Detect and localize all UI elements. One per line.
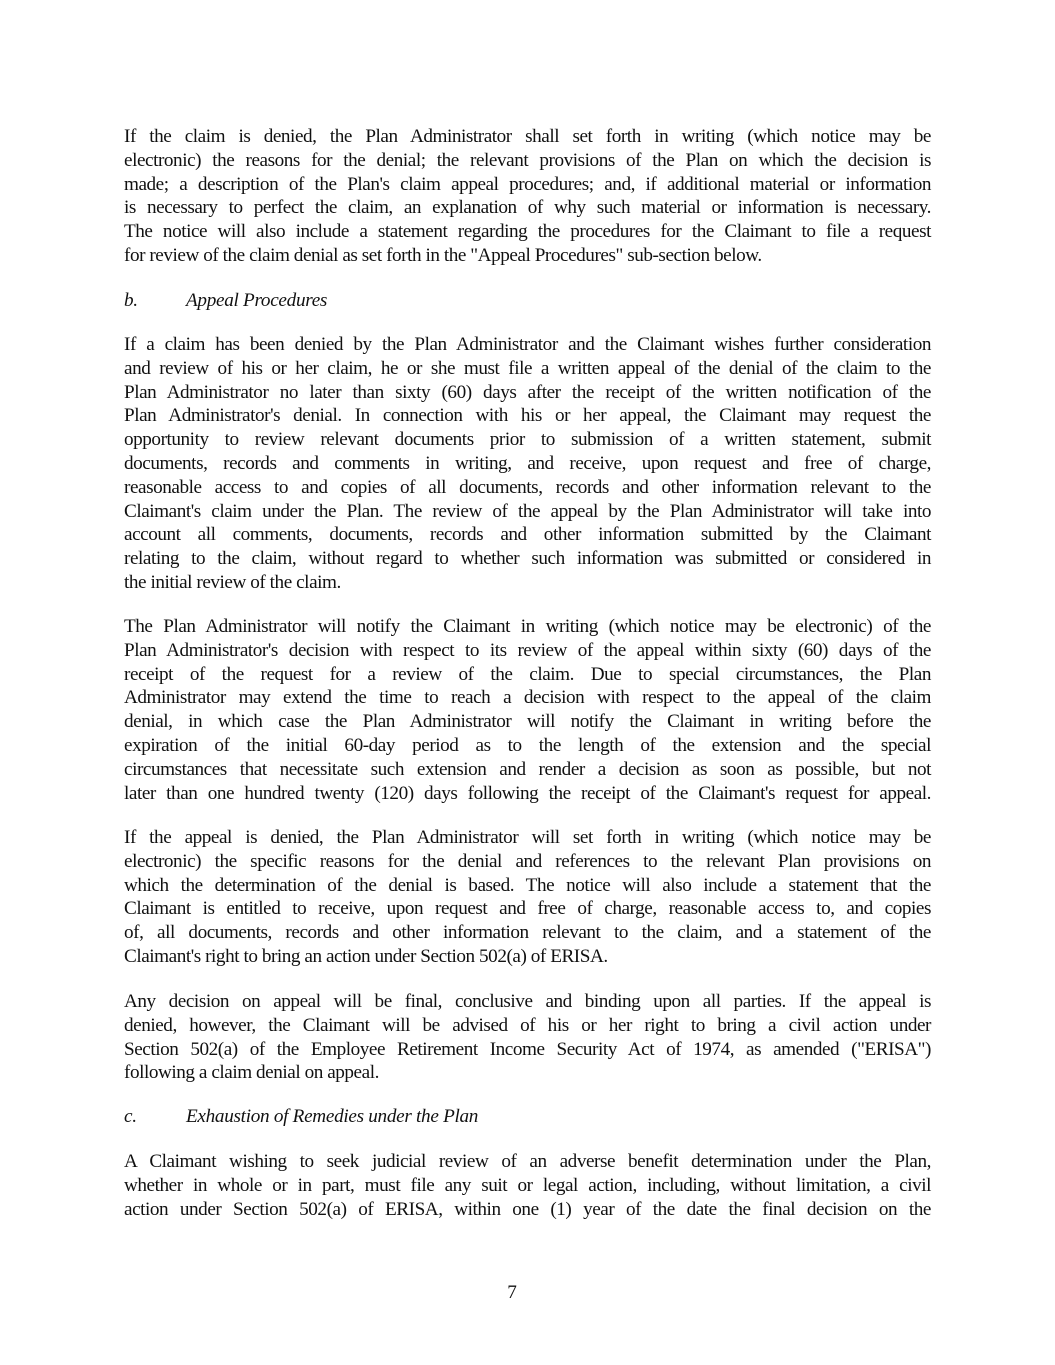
text-line: Claimant's claim under the Plan. The review of the appeal by the Plan Administrator will take into <box>124 500 931 522</box>
text-line: If the claim is denied, the Plan Administrator shall set forth in writing (which notice may be <box>124 126 931 147</box>
text-line: receipt of the request for a review of the claim. Due to special circumstances, the Plan <box>124 663 931 685</box>
section-number: b. <box>124 290 138 311</box>
paragraph-final-decision <box>124 990 931 1085</box>
text-line: Plan Administrator's decision with respect to its review of the appeal within sixty (60) days of the <box>124 639 931 661</box>
text-line: action under Section 502(a) of ERISA, within one (1) year of the date the final decision on the <box>124 1198 931 1220</box>
text-line: electronic) the specific reasons for the denial and references to the relevant Plan provisions on <box>124 850 931 872</box>
section-title: Exhaustion of Remedies under the Plan <box>186 1106 479 1127</box>
text-line: which the determination of the denial is based. The notice will also include a statement that the <box>124 874 931 896</box>
text-line: electronic) the reasons for the denial; the relevant provisions of the Plan on which the decision is <box>124 149 931 171</box>
text-line: The Plan Administrator will notify the Claimant in writing (which notice may be electronic) of the <box>124 616 931 637</box>
text-line: of, all documents, records and other information relevant to the claim, and a statement of the <box>124 922 931 944</box>
text-line: Administrator may extend the time to reach a decision with respect to the appeal of the claim <box>124 687 931 709</box>
text-line: The notice will also include a statement regarding the procedures for the Claimant to file a request <box>124 221 931 243</box>
text-line: denial, in which case the Plan Administrator will notify the Claimant in writing before the <box>124 711 931 733</box>
text-line: whether in whole or in part, must file any suit or legal action, including, without limitation, a civil <box>124 1174 931 1196</box>
text-line: relating to the claim, without regard to whether such information was submitted or considered in <box>124 548 931 570</box>
text-line: account all comments, documents, records and other information submitted by the Claimant <box>124 524 931 546</box>
text-line: Claimant is entitled to receive, upon request and free of charge, reasonable access to, and copies <box>124 898 931 920</box>
section-number: c. <box>124 1106 137 1127</box>
text-line: Any decision on appeal will be final, conclusive and binding upon all parties. If the appeal is <box>124 991 931 1012</box>
text-line: Claimant's right to bring an action under Section 502(a) of ERISA. <box>124 945 608 967</box>
text-line: documents, records and comments in writing, and receive, upon request and free of charge, <box>124 452 931 474</box>
text-line: Section 502(a) of the Employee Retirement Income Security Act of 1974, as amended ("ERISA") <box>124 1038 931 1060</box>
text-line: for review of the claim denial as set forth in the "Appeal Procedures" sub-section below. <box>124 244 762 266</box>
paragraph-appeal-denied-notice <box>124 826 931 969</box>
paragraph-appeal-decision-timing <box>124 615 931 805</box>
text-line: and review of his or her claim, he or she must file a written appeal of the denial of the claim to the <box>124 357 931 379</box>
paragraph-appeal-filing <box>124 333 931 595</box>
text-line: A Claimant wishing to seek judicial review of an adverse benefit determination under the Plan, <box>124 1151 931 1172</box>
paragraph-judicial-review <box>124 1150 931 1221</box>
text-line: Plan Administrator no later than sixty (60) days after the receipt of the written notification of the <box>124 381 931 403</box>
text-line: expiration of the initial 60-day period as to the length of the extension and the special <box>124 734 931 756</box>
text-line: If a claim has been denied by the Plan Administrator and the Claimant wishes further consideration <box>124 334 931 355</box>
section-heading-appeal-procedures <box>124 289 327 313</box>
text-line: circumstances that necessitate such extension and render a decision as soon as possible, but not <box>124 758 931 780</box>
text-line: Plan Administrator's denial. In connection with his or her appeal, the Claimant may request the <box>124 405 931 427</box>
text-line: is necessary to perfect the claim, an explanation of why such material or information is necessary. <box>124 197 931 219</box>
text-line: the initial review of the claim. <box>124 571 341 593</box>
text-line: reasonable access to and copies of all documents, records and other information relevant to the <box>124 476 931 498</box>
text-line: made; a description of the Plan's claim appeal procedures; and, if additional material or information <box>124 173 931 195</box>
paragraph-claim-denial-notice <box>124 125 931 268</box>
text-line: later than one hundred twenty (120) days following the receipt of the Claimant's request for appeal. <box>124 782 931 804</box>
section-heading-exhaustion-of-remedies <box>124 1105 478 1129</box>
page-number: 7 <box>507 1282 517 1303</box>
text-line: denied, however, the Claimant will be advised of his or her right to bring a civil action under <box>124 1014 931 1036</box>
section-title: Appeal Procedures <box>186 290 328 311</box>
text-line: If the appeal is denied, the Plan Administrator will set forth in writing (which notice may be <box>124 827 931 848</box>
text-line: following a claim denial on appeal. <box>124 1062 379 1084</box>
text-line: opportunity to review relevant documents prior to submission of a written statement, submit <box>124 429 931 451</box>
